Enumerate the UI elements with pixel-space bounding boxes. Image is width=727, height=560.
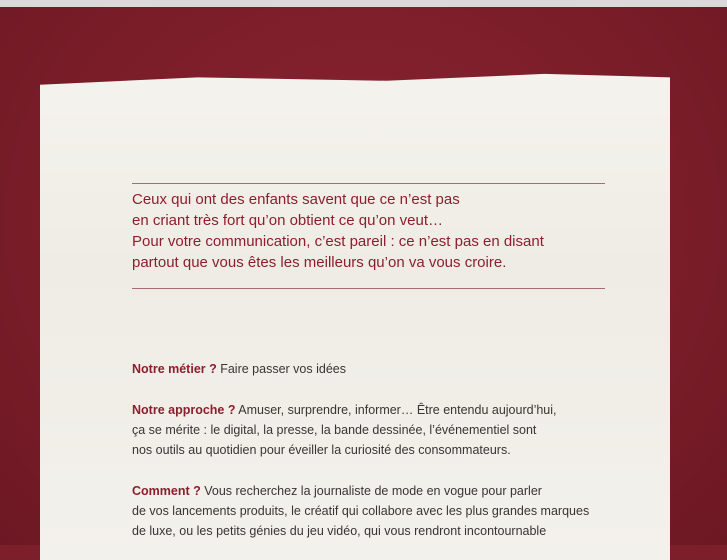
comment-text: de luxe, ou les petits génies du jeu vidéo, qui vous rendront incontournable (132, 524, 547, 538)
comment-text: de vos lancements produits, le créatif qui collabore avec les plus grandes marques (132, 504, 590, 518)
intro-quote (132, 189, 612, 273)
quote-line: Ceux qui ont des enfants savent que ce n’est pas (132, 191, 460, 208)
approche-section (132, 400, 602, 460)
top-bar (0, 0, 727, 7)
approche-text: Amuser, surprendre, informer… Être entendu aujourd’hui, (235, 403, 557, 417)
approche-text: ça se mérite : le digital, la presse, la bande dessinée, l’événementiel sont (132, 423, 537, 437)
quote-line: en criant très fort qu’on obtient ce qu’on veut… (132, 212, 444, 229)
comment-label: Comment ? (132, 484, 201, 498)
metier-section (132, 359, 602, 379)
bottom-divider (132, 288, 605, 289)
metier-text: Faire passer vos idées (216, 362, 346, 376)
metier-label: Notre métier ? (132, 362, 217, 376)
quote-line: Pour votre communication, c’est pareil : ce n’est pas en disant (132, 233, 544, 250)
comment-text: Vous recherchez la journaliste de mode en vogue pour parler (200, 484, 542, 498)
approche-text: nos outils au quotidien pour éveiller la curiosité des consommateurs. (132, 443, 511, 457)
comment-section (132, 481, 602, 541)
top-divider (132, 183, 605, 184)
approche-label: Notre approche ? (132, 403, 236, 417)
quote-line: partout que vous êtes les meilleurs qu’on va vous croire. (132, 254, 507, 271)
